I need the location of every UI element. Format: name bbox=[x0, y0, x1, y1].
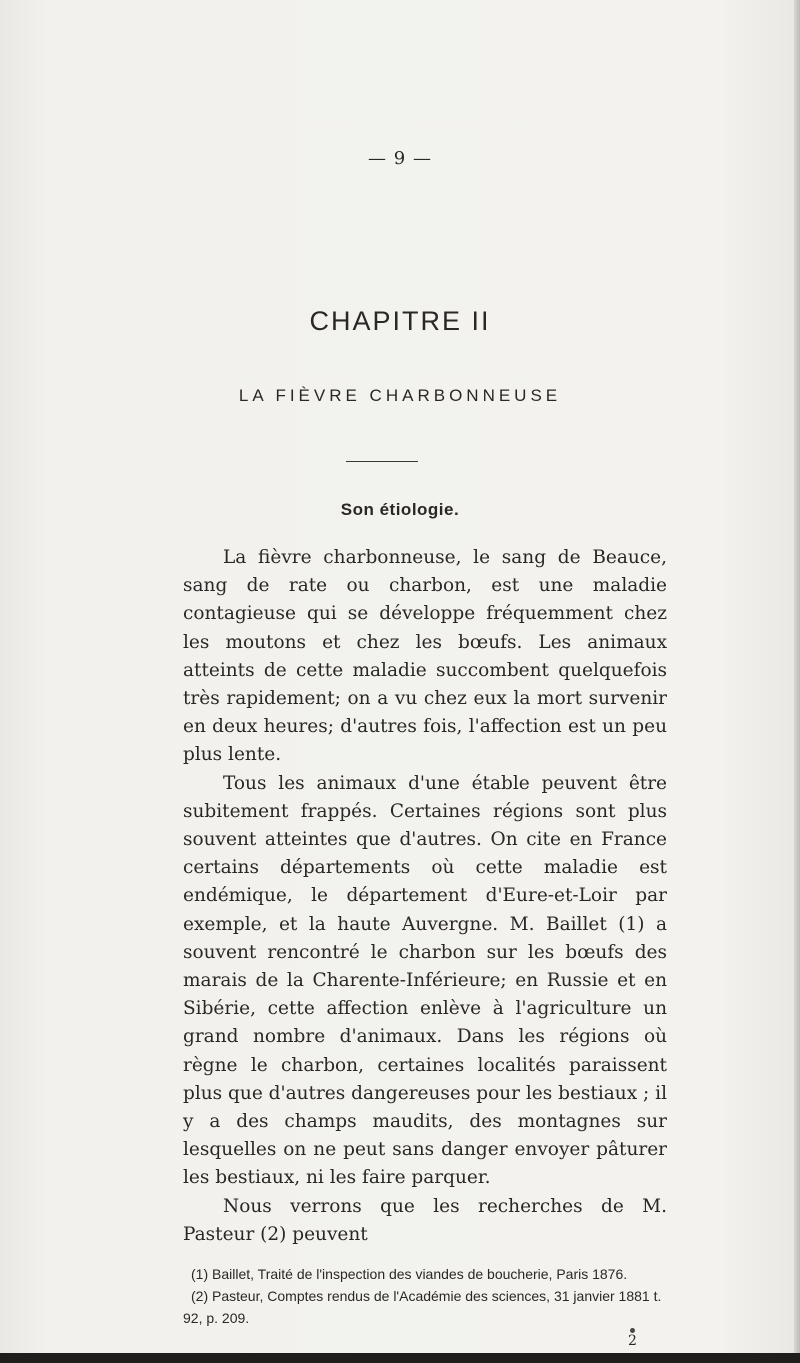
title-divider bbox=[346, 461, 418, 462]
chapter-title: CHAPITRE II bbox=[309, 306, 491, 336]
page-edge-shadow bbox=[794, 0, 800, 1363]
scan-bottom-band bbox=[0, 1353, 800, 1363]
chapter-subtitle: LA FIÈVRE CHARBONNEUSE bbox=[238, 386, 562, 405]
section-heading: Son étiologie. bbox=[340, 500, 460, 519]
footnote-2: (2) Pasteur, Comptes rendus de l'Académie des sciences, 31 janvier 1881 t. 92, p. 209. bbox=[183, 1288, 662, 1326]
signature-mark: 2 bbox=[628, 1333, 637, 1349]
footnotes bbox=[183, 1263, 667, 1329]
paragraph-2: Tous les animaux d'une étable peuvent être subitement frappés. Certaines régions sont plus souvent atteintes que d'autres. On cite en France certains départements où cette maladie est endémique, le département d'Eure-et-Loir par exemple, et la haute Auvergne. M. Baillet (1) a souvent rencontré le charbon sur les bœufs des marais de la Charente-Inférieure; en Russie et en Sibérie, cette affection enlève à l'agriculture un grand nombre d'animaux. Dans les régions où règne le charbon, certaines localités paraissent plus que d'autres dangereuses pour les bestiaux ; il y a des champs maudits, des montagnes sur lesquelles on ne peut sans danger envoyer pâturer les bestiaux, ni les faire parquer. bbox=[183, 772, 667, 1189]
body-text bbox=[183, 544, 667, 1249]
paper-spot bbox=[630, 1328, 635, 1333]
paragraph-3: Nous verrons que les recherches de M. Pasteur (2) peuvent bbox=[183, 1195, 667, 1245]
footnote-1: (1) Baillet, Traité de l'inspection des viandes de boucherie, Paris 1876. bbox=[191, 1266, 628, 1282]
paragraph-1: La fièvre charbonneuse, le sang de Beauce, sang de rate ou charbon, est une maladie contagieuse qui se développe fréquemment chez les moutons et chez les bœufs. Les animaux atteints de cette maladie succombent quelquefois très rapidement; on a vu chez eux la mort survenir en deux heures; d'autres fois, l'affection est un peu plus lente. bbox=[183, 547, 667, 766]
page-number: — 9 — bbox=[368, 148, 432, 169]
